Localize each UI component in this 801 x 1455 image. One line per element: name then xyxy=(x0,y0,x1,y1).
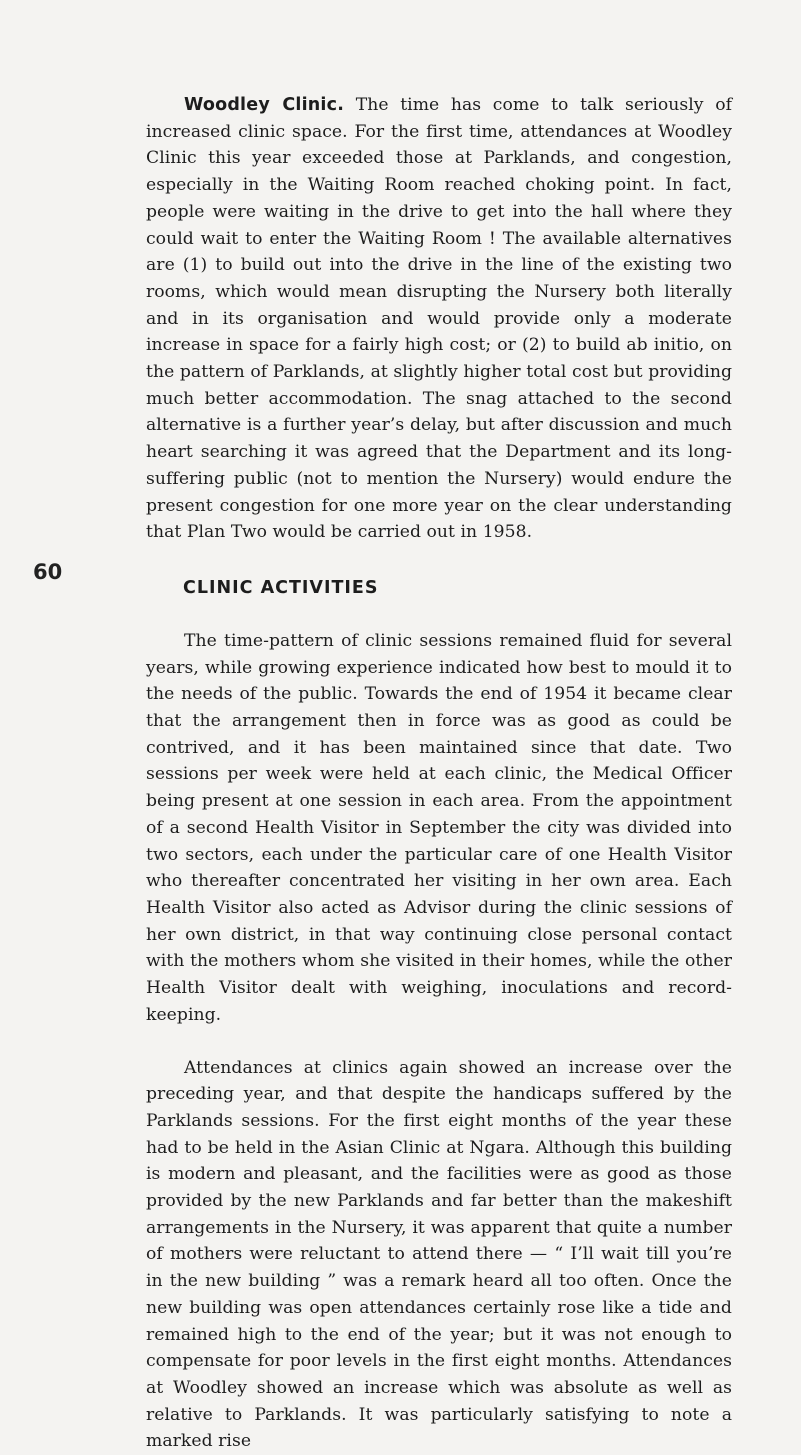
paragraph-gap xyxy=(146,1029,732,1055)
woodley-clinic-text: The time has come to talk seriously of increased clinic space. For the first time, attendances at Woodley Clinic this year exceeded those at Parklands, and congestion, especially in the Waiting Room reached choking point. In fact, people were waiting in the drive to get into the hall where they could wait to enter the Waiting Room ! The available alternatives are (1) to build out into the drive in the line of the existing two rooms, which would mean disrupting the Nursery both literally and in its organisation and would provide only a moderate increase in space for a fairly high cost; or (2) to build ab initio, on the pattern of Parklands, at slightly higher total cost but providing much better accommodation. The snag attached to the second alternative is a further year’s delay, but after discussion and much heart searching it was agreed that the Department and its long-suffering public (not to mention the Nursery) would endure the present congestion for one more year on the clear understanding that Plan Two would be carried out in 1958. xyxy=(146,95,732,542)
woodley-clinic-heading: Woodley Clinic. xyxy=(184,95,344,115)
page-number: 60 xyxy=(33,560,62,584)
clinic-activities-heading: CLINIC ACTIVITIES xyxy=(183,575,732,601)
woodley-clinic-paragraph xyxy=(146,92,732,546)
clinic-activities-paragraph-2: Attendances at clinics again showed an increase over the preceding year, and that despite the handicaps suffered by the Parklands sessions. For the first eight months of the year these had to be held in the Asian Clinic at Ngara. Although this building is modern and pleasant, and the facilities were as good as those provided by the new Parklands and far better than the makeshift arrangements in the Nursery, it was apparent that quite a number of mothers were reluctant to attend there — “ I’ll wait till you’re in the new building ” was a remark heard all too often. Once the new building was open attendances certainly rose like a tide and remained high to the end of the year; but it was not enough to compensate for poor levels in the first eight months. Attendances at Woodley showed an increase which was absolute as well as relative to Parklands. It was particularly satisfying to note a marked rise xyxy=(146,1055,732,1455)
text-column xyxy=(146,92,732,1455)
clinic-activities-paragraph-1: The time-pattern of clinic sessions remained fluid for several years, while growing experience indicated how best to mould it to the needs of the public. Towards the end of 1954 it became clear that the arrangement then in force was as good as could be contrived, and it has been maintained since that date. Two sessions per week were held at each clinic, the Medical Officer being present at one session in each area. From the appointment of a second Health Visitor in September the city was divided into two sectors, each under the particular care of one Health Visitor who thereafter concentrated her visiting in her own area. Each Health Visitor also acted as Advisor during the clinic sessions of her own district, in that way continuing close personal contact with the mothers whom she visited in their homes, while the other Health Visitor dealt with weighing, inoculations and record-keeping. xyxy=(146,628,732,1029)
